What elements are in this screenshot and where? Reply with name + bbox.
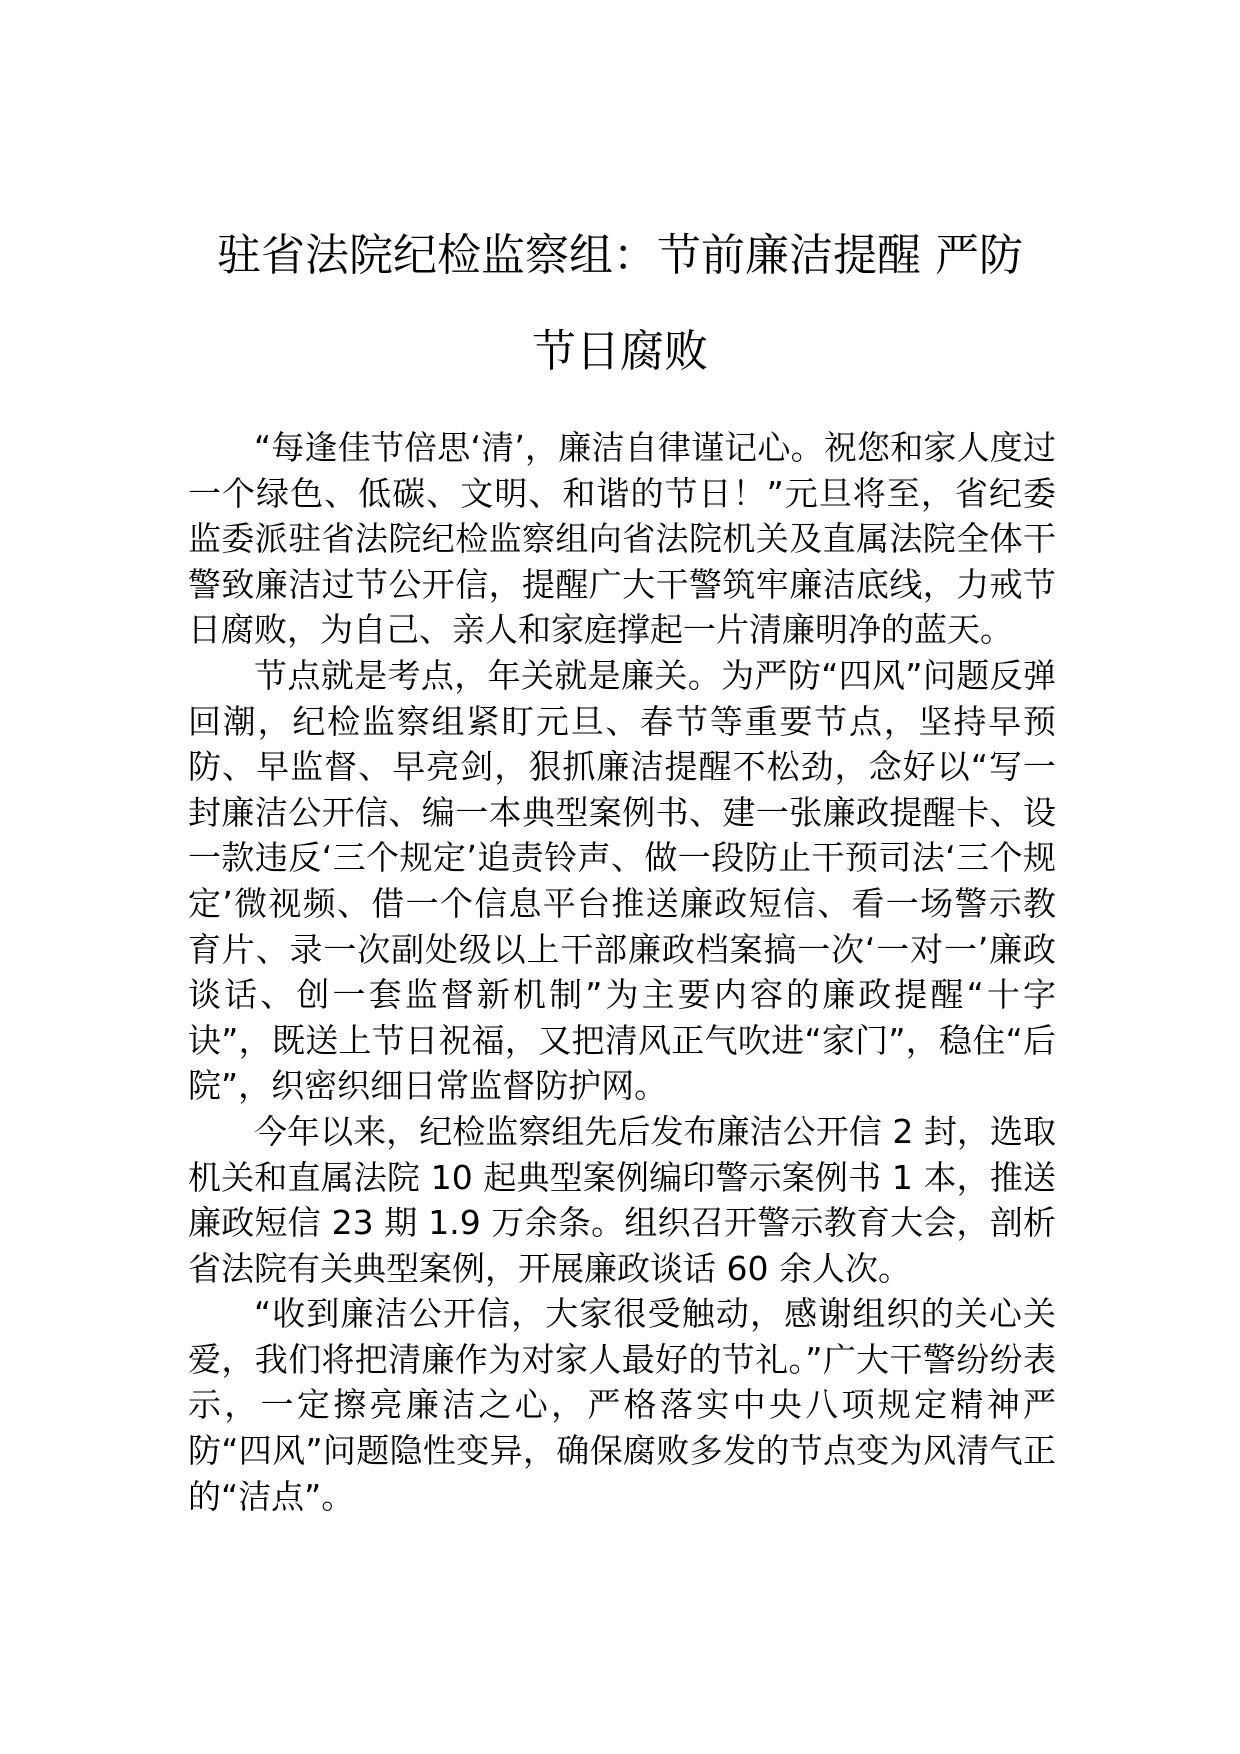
title-line-2: 节日腐败 xyxy=(532,326,708,377)
title-line-1: 驻省法院纪检监察组：节前廉洁提醒 严防 xyxy=(217,230,1023,281)
paragraph-4: “收到廉洁公开信，大家很受触动，感谢组织的关心关爱，我们将把清廉作为对家人最好的节礼。”广大干警纷纷表示，一定擦亮廉洁之心，严格落实中央八项规定精神严防“四风”问题隐性变异，确保腐败多发的节点变为风清气正的“洁点”。 xyxy=(188,1294,1056,1516)
article-body xyxy=(188,425,1056,1519)
paragraph-3: 今年以来，纪检监察组先后发布廉洁公开信 2 封，选取机关和直属法院 10 起典型案例编印警示案例书 1 本，推送廉政短信 23 期 1.9 万余条。组织召开警示教育大会，剖析省法院有关典型案例，开展廉政谈话 60 余人次。 xyxy=(188,1111,1056,1288)
paragraph-2: 节点就是考点，年关就是廉关。为严防“四风”问题反弹回潮，纪检监察组紧盯元旦、春节等重要节点，坚持早预防、早监督、早亮剑，狠抓廉洁提醒不松劲，念好以“写一封廉洁公开信、编一本典型案例书、建一张廉政提醒卡、设一款违反‘三个规定’追责铃声、做一段防止干预司法‘三个规定’微视频、借一个信息平台推送廉政短信、看一场警示教育片、录一次副处级以上干部廉政档案搞一次‘一对一’廉政谈话、创一套监督新机制”为主要内容的廉政提醒“十字诀”，既送上节日祝福，又把清风正气吹进“家门”，稳住“后院”，织密织细日常监督防护网。 xyxy=(188,655,1056,1106)
paragraph-1: “每逢佳节倍思‘清’，廉洁自律谨记心。祝您和家人度过一个绿色、低碳、文明、和谐的节日！”元旦将至，省纪委监委派驻省法院纪检监察组向省法院机关及直属法院全体干警致廉洁过节公开信，提醒广大干警筑牢廉洁底线，力戒节日腐败，为自己、亲人和家庭撑起一片清廉明净的蓝天。 xyxy=(188,428,1056,650)
document-title xyxy=(150,208,1090,400)
